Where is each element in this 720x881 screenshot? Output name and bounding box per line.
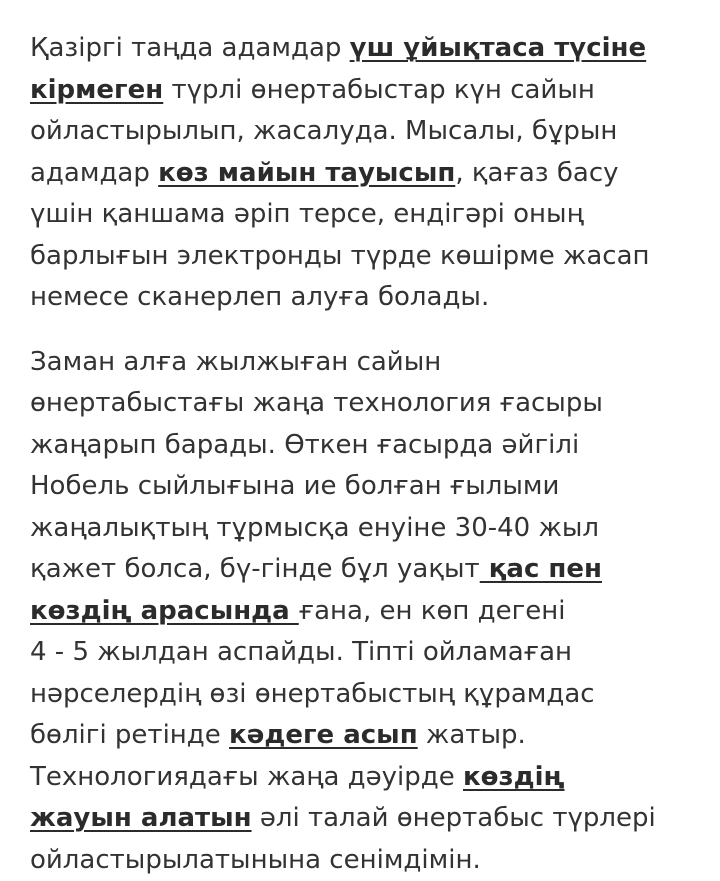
- highlighted-phrase: көздің арасында: [30, 596, 299, 626]
- highlighted-phrase: кәдеге асып: [229, 720, 418, 750]
- highlighted-phrase: жауын алатын: [30, 803, 252, 833]
- text-segment: ғана, ен көп дегені: [299, 596, 566, 626]
- text-line: [30, 591, 696, 633]
- text-segment: жаңалықтың тұрмысқа енуіне 30-40 жыл: [30, 513, 599, 543]
- text-line: [30, 715, 696, 757]
- text-line: [30, 383, 696, 425]
- text-line: [30, 549, 696, 591]
- text-segment: Заман алға жылжыған сайын: [30, 347, 441, 377]
- text-segment: ойластырылып, жасалуда. Мысалы, бұрын: [30, 116, 617, 146]
- text-segment: адамдар: [30, 158, 158, 188]
- text-segment: , қағаз басу: [455, 158, 618, 188]
- text-line: [30, 466, 696, 508]
- text-line: [30, 194, 696, 236]
- text-segment: түрлі өнертабыстар күн сайын: [163, 75, 595, 105]
- text-line: [30, 342, 696, 384]
- text-line: [30, 425, 696, 467]
- text-segment: үшін қаншама әріп терсе, ендігәрі оның: [30, 199, 584, 229]
- text-segment: жатыр.: [418, 720, 526, 750]
- highlighted-phrase: үш ұйықтаса түсіне: [350, 33, 647, 63]
- text-line: [30, 632, 696, 674]
- text-segment: жаңарып барады. Өткен ғасырда әйгілі: [30, 430, 579, 460]
- text-line: [30, 70, 696, 112]
- text-segment: нәрселердің өзі өнертабыстың құрамдас: [30, 679, 595, 709]
- text-line: [30, 28, 696, 70]
- text-line: [30, 840, 696, 881]
- text-segment: өнертабыстағы жаңа технология ғасыры: [30, 388, 603, 418]
- paragraph: [30, 28, 696, 319]
- highlighted-phrase: кірмеген: [30, 75, 163, 105]
- text-line: [30, 508, 696, 550]
- text-segment: 4 - 5 жылдан аспайды. Тіпті ойламаған: [30, 637, 572, 667]
- text-segment: барлығын электронды түрде көшірме жасап: [30, 241, 650, 271]
- text-segment: әлі талай өнертабыс түрлері: [252, 803, 656, 833]
- text-line: [30, 153, 696, 195]
- highlighted-phrase: қас пен: [480, 554, 602, 584]
- text-segment: бөлігі ретінде: [30, 720, 229, 750]
- highlighted-phrase: көз майын тауысып: [158, 158, 455, 188]
- text-segment: Қазіргі таңда адамдар: [30, 33, 350, 63]
- text-segment: қажет болса, бү-гінде бұл уақыт: [30, 554, 480, 584]
- text-line: [30, 798, 696, 840]
- text-segment: ойластырылатынына сенімдімін.: [30, 845, 481, 875]
- text-segment: Нобель сыйлығына ие болған ғылыми: [30, 471, 559, 501]
- text-segment: Технологиядағы жаңа дәуірде: [30, 762, 463, 792]
- text-line: [30, 757, 696, 799]
- text-segment: немесе сканерлеп алуға болады.: [30, 282, 489, 312]
- text-line: [30, 674, 696, 716]
- document-body: [30, 28, 696, 881]
- highlighted-phrase: көздің: [463, 762, 565, 792]
- text-line: [30, 111, 696, 153]
- text-line: [30, 236, 696, 278]
- paragraph: [30, 342, 696, 881]
- text-line: [30, 277, 696, 319]
